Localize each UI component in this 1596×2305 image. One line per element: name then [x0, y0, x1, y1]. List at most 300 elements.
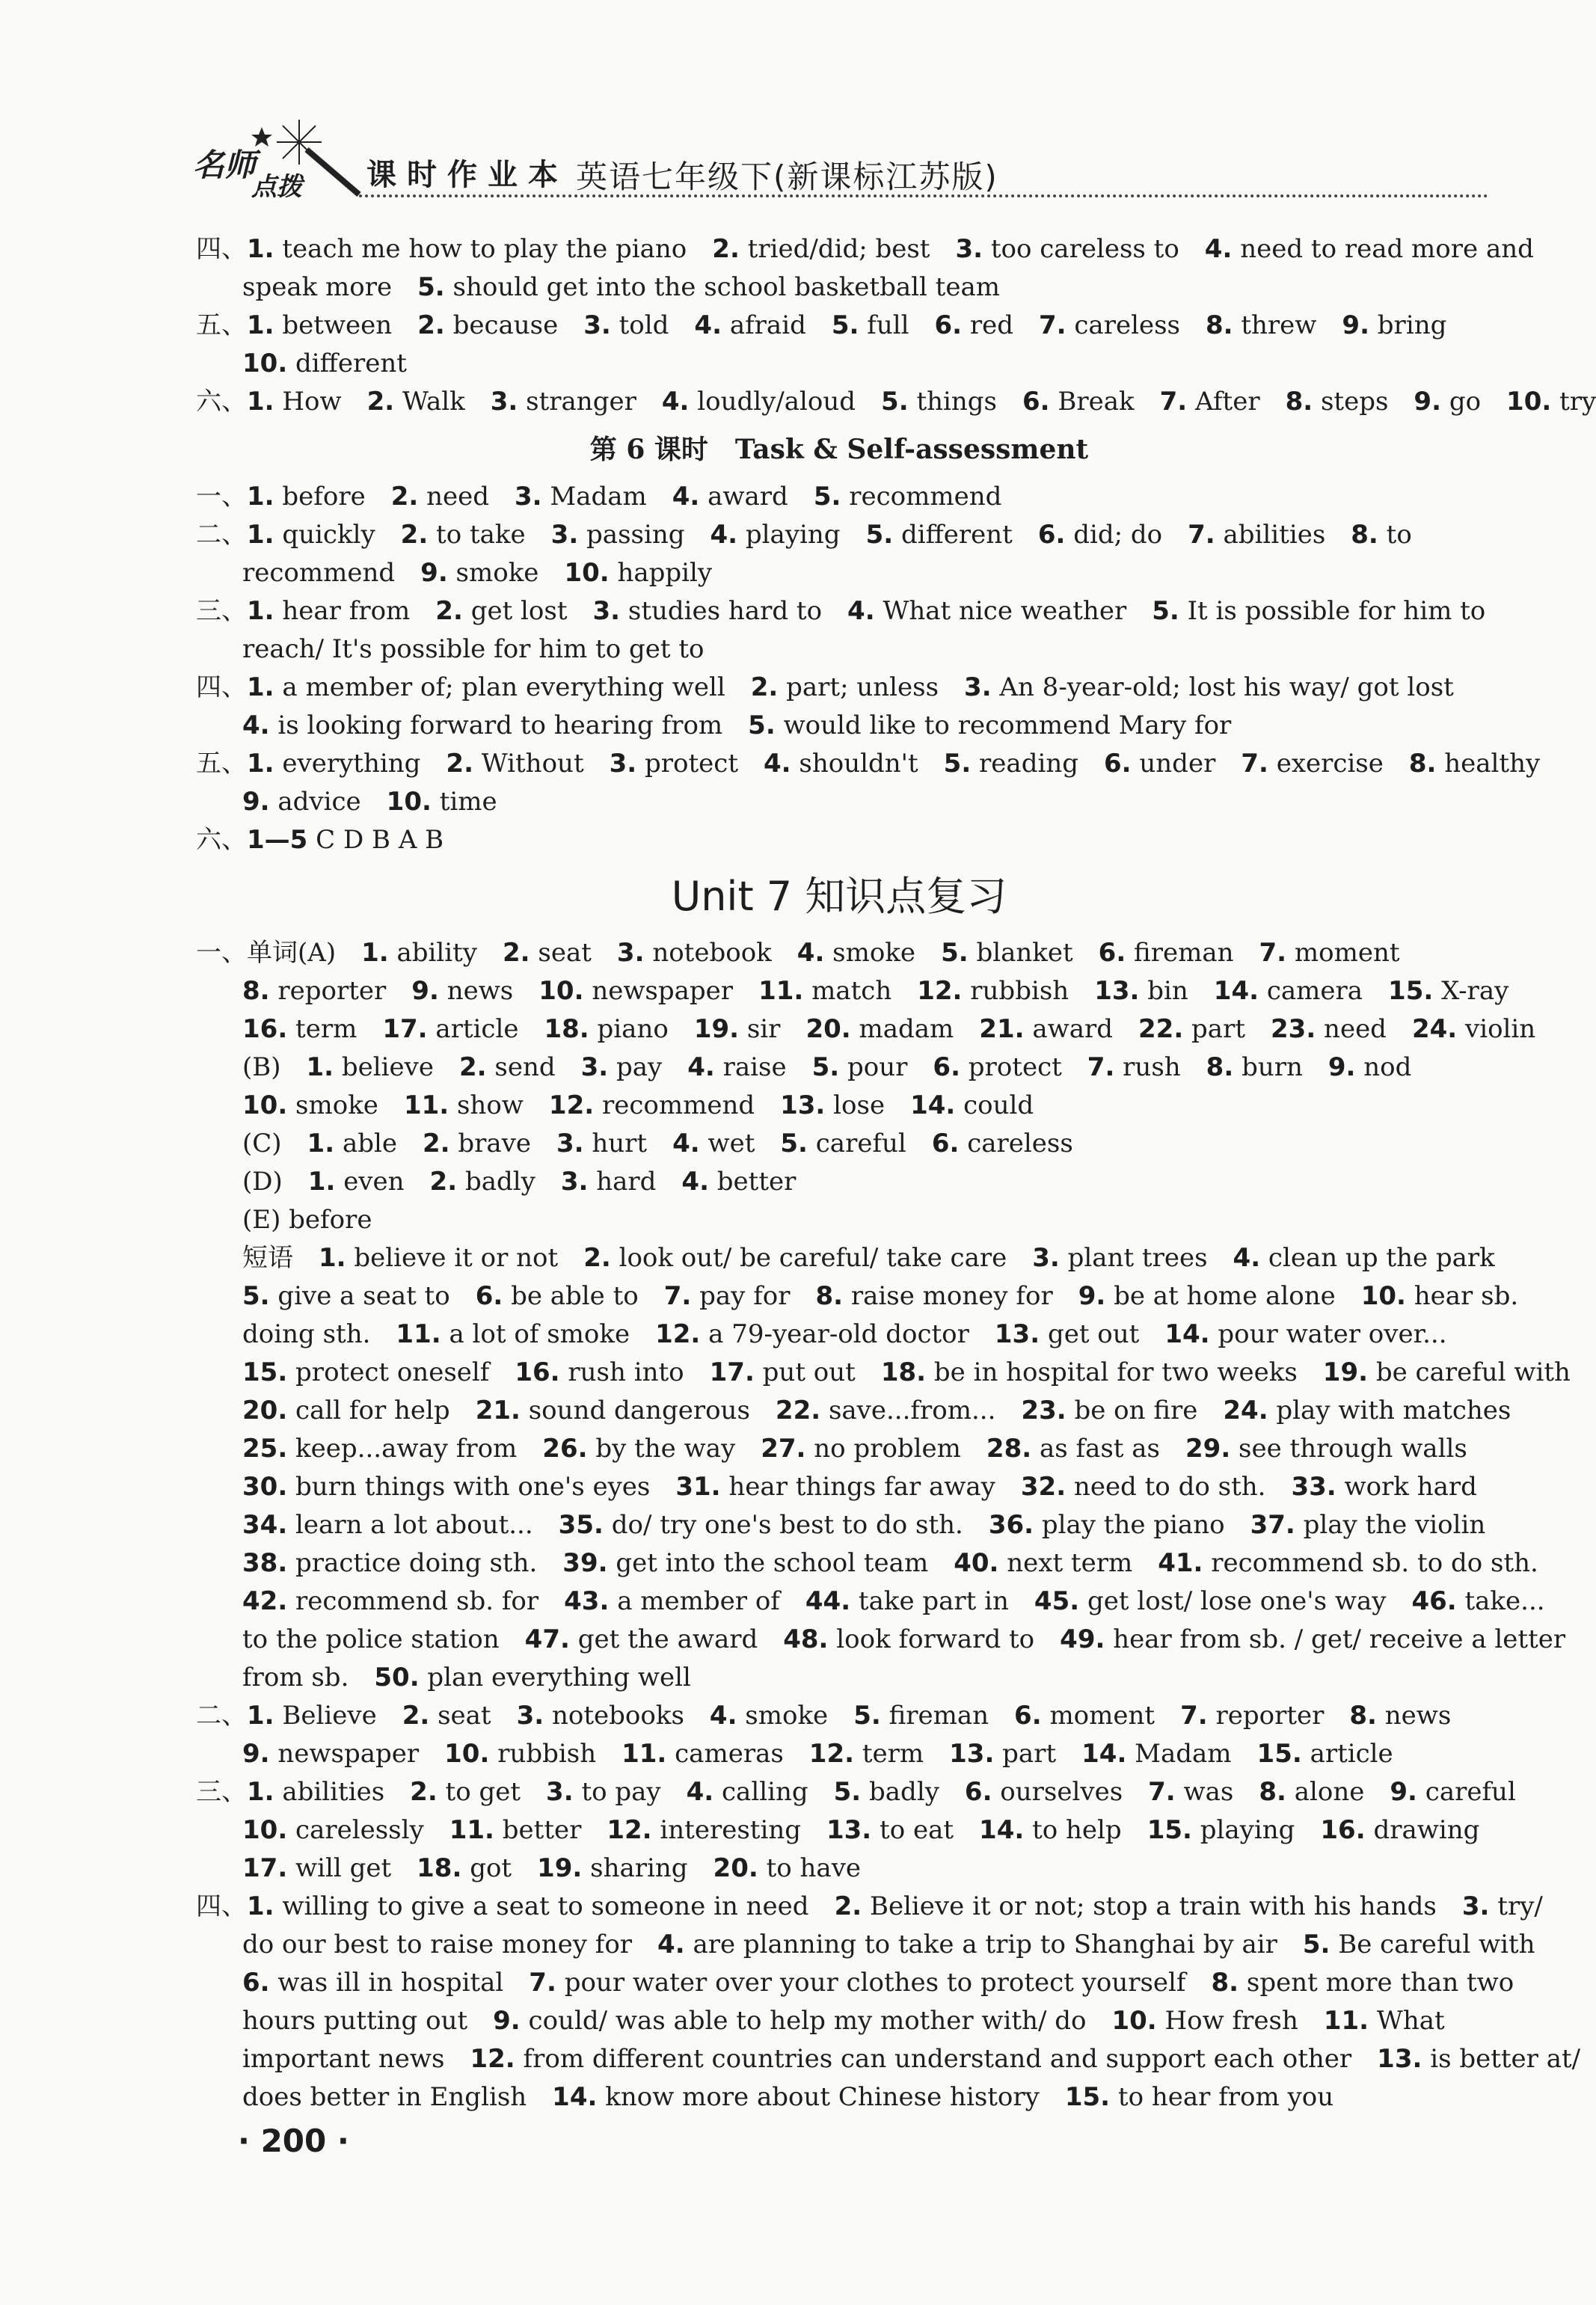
item-number: 9. — [242, 787, 270, 817]
answer-line — [196, 934, 1482, 972]
answer-text: plant trees — [1067, 1243, 1208, 1273]
answer-text: exercise — [1276, 749, 1384, 779]
answer-text: studies hard to — [627, 596, 823, 626]
answer-line — [196, 745, 1541, 783]
item-number: 16. — [1320, 1815, 1366, 1845]
answer-line — [196, 1888, 1543, 1926]
answer-line — [196, 1773, 1516, 1811]
item-number: 7. — [1159, 387, 1188, 417]
item-number: 1. — [247, 310, 274, 340]
answer-text: passing — [586, 520, 685, 550]
answer-text: How — [282, 387, 342, 417]
item-number: 15. — [242, 1357, 288, 1387]
item-number: 2. — [400, 520, 429, 550]
answer-text: could — [963, 1090, 1034, 1120]
lesson-heading: 第 6 课时 Task & Self-assessment — [589, 434, 1089, 465]
item-number: 13. — [1377, 2044, 1422, 2074]
answer-text: rubbish — [497, 1739, 597, 1769]
answer-text: wet — [708, 1129, 755, 1158]
item-number: 7. — [663, 1281, 692, 1311]
answer-text: Be careful with — [1338, 1930, 1535, 1959]
answer-text: recommend — [242, 558, 396, 588]
answer-text: call for help — [295, 1396, 450, 1425]
answer-text: newspaper — [277, 1739, 420, 1769]
answer-text: Walk — [402, 387, 465, 417]
answer-text: keep...away from — [295, 1434, 518, 1464]
answer-text: moment — [1049, 1701, 1155, 1731]
answer-text: be able to — [511, 1281, 639, 1311]
item-number: 2. — [583, 1243, 611, 1273]
answer-text: Break — [1058, 387, 1135, 417]
item-number: 5. — [831, 310, 859, 340]
item-number: 4. — [681, 1167, 709, 1197]
answer-line — [196, 2002, 1482, 2040]
answer-text: to hear from you — [1117, 2082, 1334, 2112]
item-number: 6. — [933, 1052, 960, 1082]
item-number: 9. — [1328, 1052, 1356, 1082]
answer-text: X-ray — [1441, 976, 1509, 1006]
answer-text: An 8-year-old; lost his way/ got lost — [999, 672, 1454, 702]
item-number: 15. — [1064, 2082, 1111, 2112]
item-number: 2. — [417, 310, 445, 340]
item-number: 14. — [1081, 1739, 1127, 1769]
item-number: 2. — [834, 1891, 862, 1921]
unit-heading: Unit 7 知识点复习 — [671, 873, 1007, 920]
answer-text: tried/did; best — [747, 234, 930, 264]
item-number: 8. — [1285, 387, 1313, 417]
answer-text: newspaper — [592, 976, 734, 1006]
item-number: 6. — [964, 1777, 992, 1807]
answer-text: better — [716, 1167, 797, 1197]
answer-line — [196, 554, 1482, 592]
answer-text: a lot of smoke — [449, 1319, 630, 1349]
item-number: 32. — [1020, 1472, 1066, 1502]
answer-text: need — [1324, 1014, 1387, 1044]
item-number: 20. — [242, 1396, 288, 1425]
item-number: 26. — [542, 1434, 588, 1464]
item-number: 35. — [558, 1510, 604, 1540]
answer-text: part; unless — [786, 672, 939, 702]
item-number: 3. — [583, 310, 611, 340]
answer-line — [196, 1125, 1482, 1163]
answer-text: pour water over your clothes to protect yourself — [564, 1968, 1186, 1998]
answer-line — [196, 707, 1482, 745]
item-number: 21. — [475, 1396, 521, 1425]
item-number: 12. — [470, 2044, 515, 2074]
answer-line — [196, 268, 1482, 307]
item-number: 3. — [616, 938, 645, 968]
item-number: 9. — [1078, 1281, 1106, 1311]
answer-text: under — [1139, 749, 1216, 779]
section-marker: 三、 — [196, 596, 247, 626]
answer-text: hard — [596, 1167, 657, 1197]
answer-line — [196, 2040, 1581, 2078]
item-number: 20. — [713, 1853, 758, 1883]
answer-text: careful — [815, 1129, 906, 1158]
item-number: 13. — [994, 1319, 1040, 1349]
item-number: 4. — [797, 938, 825, 968]
item-number: 1. — [361, 938, 389, 968]
answer-text: hear things far away — [728, 1472, 995, 1502]
item-number: 23. — [1271, 1014, 1316, 1044]
answer-text: play the piano — [1041, 1510, 1225, 1540]
answer-content — [196, 230, 1596, 2117]
answer-text: to eat — [880, 1815, 954, 1845]
section-marker: 五、 — [196, 749, 247, 779]
item-number: 27. — [761, 1434, 806, 1464]
answer-text: pay — [616, 1052, 663, 1082]
answer-text: to take — [436, 520, 526, 550]
answer-text: raise — [722, 1052, 787, 1082]
answer-line — [196, 1735, 1482, 1773]
answer-line — [196, 1583, 1545, 1621]
answer-text: put out — [762, 1357, 856, 1387]
answer-text: give a seat to — [277, 1281, 450, 1311]
answer-line — [196, 1926, 1535, 1964]
item-number: 5. — [943, 749, 972, 779]
answer-text: to get — [445, 1777, 521, 1807]
answer-text: get into the school team — [616, 1548, 929, 1578]
answer-text: fireman — [888, 1701, 989, 1731]
item-number: 14. — [552, 2082, 598, 2112]
answer-text: (C) — [242, 1129, 282, 1158]
item-number: 2. — [712, 234, 740, 264]
answer-text: red — [969, 310, 1013, 340]
item-number: 3. — [546, 1777, 574, 1807]
item-number: 12. — [917, 976, 963, 1006]
item-number: 48. — [783, 1624, 829, 1654]
item-number: 3. — [516, 1701, 544, 1731]
item-number: 8. — [1351, 520, 1378, 550]
answer-text: match — [811, 976, 892, 1006]
answer-line — [196, 1392, 1511, 1430]
answer-text: got — [470, 1853, 512, 1883]
item-number: 12. — [548, 1090, 595, 1120]
item-number: 1. — [319, 1243, 346, 1273]
item-number: 45. — [1034, 1586, 1080, 1616]
answer-line — [196, 1354, 1571, 1392]
answer-text: (B) — [242, 1052, 281, 1082]
answer-line — [196, 821, 1482, 859]
item-number: 25. — [242, 1434, 288, 1464]
item-number: 3. — [955, 234, 983, 264]
item-number: 47. — [524, 1624, 570, 1654]
answer-text: get out — [1047, 1319, 1140, 1349]
answer-text: protect — [645, 749, 738, 779]
item-number: 46. — [1411, 1586, 1457, 1616]
item-number: 15. — [1147, 1815, 1192, 1845]
item-number: 4. — [710, 520, 738, 550]
item-number: 49. — [1060, 1624, 1105, 1654]
item-number: 6. — [934, 310, 963, 340]
answer-text: next term — [1007, 1548, 1133, 1578]
item-number: 11. — [758, 976, 804, 1006]
answer-text: Believe — [282, 1701, 377, 1731]
answer-text: does better in English — [242, 2082, 527, 2112]
item-number: 11. — [621, 1739, 667, 1769]
answer-line — [196, 1239, 1495, 1277]
answer-text: be on fire — [1074, 1396, 1198, 1425]
answer-text: calling — [722, 1777, 808, 1807]
item-number: 5. — [242, 1281, 270, 1311]
item-number: 4. — [1233, 1243, 1261, 1273]
page-header — [187, 120, 1488, 202]
answer-text: burn things with one's eyes — [295, 1472, 651, 1502]
section-marker: 四、 — [196, 672, 247, 702]
section-marker: 三、 — [196, 1777, 247, 1807]
item-number: 19. — [693, 1014, 740, 1044]
answer-text: was — [1183, 1777, 1234, 1807]
item-number: 8. — [1205, 310, 1233, 340]
series-logo — [187, 120, 374, 202]
item-number: 9. — [1390, 1777, 1417, 1807]
answer-line — [196, 307, 1482, 345]
item-number: 2. — [750, 672, 779, 702]
item-number: 6. — [931, 1129, 960, 1158]
item-number: 2. — [390, 482, 419, 512]
item-number: 1. — [306, 1052, 334, 1082]
answer-text: could/ was able to help my mother with/ do — [528, 2006, 1087, 2036]
item-number: 5. — [813, 482, 841, 512]
item-number: 3. — [515, 482, 542, 512]
item-number: 7. — [1148, 1777, 1176, 1807]
answer-text: threw — [1241, 310, 1317, 340]
answer-text: careless — [1074, 310, 1180, 340]
item-number: 8. — [1259, 1777, 1286, 1807]
answer-text: madam — [859, 1014, 954, 1044]
answer-text: do our best to raise money for — [242, 1930, 633, 1959]
item-number: 1. — [307, 1129, 335, 1158]
item-number: 3. — [560, 1167, 589, 1197]
answer-line — [196, 592, 1486, 630]
answer-text: notebooks — [552, 1701, 684, 1731]
section-marker: 五、 — [196, 310, 247, 340]
item-number: 12. — [808, 1739, 855, 1769]
answer-text: protect — [968, 1052, 1062, 1082]
item-number: 5. — [417, 272, 445, 302]
answer-text: willing to give a seat to someone in need — [282, 1891, 809, 1921]
answer-text: go — [1449, 387, 1482, 417]
answer-text: reporter — [277, 976, 387, 1006]
answer-text: healthy — [1444, 749, 1541, 779]
item-number: 2. — [402, 1701, 430, 1731]
answer-text: hear from — [282, 596, 411, 626]
section-marker: 六、 — [196, 387, 247, 417]
item-number: 39. — [562, 1548, 608, 1578]
item-number: 20. — [805, 1014, 851, 1044]
answer-text: need to read more and — [1240, 234, 1534, 264]
item-number: 33. — [1291, 1472, 1336, 1502]
answer-text: cameras — [675, 1739, 784, 1769]
item-number: 2. — [435, 596, 463, 626]
item-number: 11. — [403, 1090, 449, 1120]
answer-text: Madam — [550, 482, 647, 512]
answer-text: get lost/ lose one's way — [1087, 1586, 1387, 1616]
item-number: 8. — [242, 976, 270, 1006]
answer-text: Believe it or not; stop a train with his hands — [869, 1891, 1437, 1921]
answer-text: loudly/aloud — [697, 387, 856, 417]
answer-text: learn a lot about... — [295, 1510, 533, 1540]
item-number: 6. — [475, 1281, 503, 1311]
item-number: 5. — [811, 1052, 840, 1082]
item-number: 4. — [672, 1129, 700, 1158]
answer-text: to the police station — [242, 1624, 500, 1654]
item-number: 22. — [775, 1396, 821, 1425]
answer-text: recommend sb. to do sth. — [1211, 1548, 1538, 1578]
section-marker: 六、 — [196, 825, 247, 855]
answer-text: spent more than two — [1246, 1968, 1514, 1998]
item-number: 1. — [247, 1777, 274, 1807]
item-number: 1. — [247, 1701, 274, 1731]
answer-line — [196, 1850, 1482, 1888]
answer-line — [196, 1316, 1482, 1354]
answer-line — [196, 478, 1482, 516]
header-divider — [359, 194, 1488, 197]
answer-text: sir — [746, 1014, 781, 1044]
item-number: 10. — [444, 1739, 490, 1769]
item-number: 2. — [446, 749, 473, 779]
answer-text: hurt — [592, 1129, 648, 1158]
item-number: 10. — [1360, 1281, 1406, 1311]
item-number: 9. — [242, 1739, 270, 1769]
item-number: 16. — [242, 1014, 288, 1044]
answer-text: quickly — [282, 520, 375, 550]
item-number: 6. — [1037, 520, 1066, 550]
answer-text: to — [1386, 520, 1412, 550]
answer-text: bin — [1147, 976, 1188, 1006]
item-number: 12. — [607, 1815, 652, 1845]
answer-text: smoke — [745, 1701, 829, 1731]
answer-text: teach me how to play the piano — [282, 234, 687, 264]
item-number: 13. — [949, 1739, 995, 1769]
answer-text: steps — [1320, 387, 1389, 417]
item-number: 28. — [986, 1434, 1032, 1464]
answer-text: send — [494, 1052, 556, 1082]
item-number: 6. — [1098, 938, 1126, 968]
item-number: 34. — [242, 1510, 288, 1540]
answer-text: smoke — [832, 938, 916, 968]
answer-text: clean up the park — [1268, 1243, 1495, 1273]
answer-text: abilities — [282, 1777, 385, 1807]
answer-line — [196, 1697, 1482, 1735]
item-number: 9. — [411, 976, 439, 1006]
answer-text: Without — [481, 749, 584, 779]
answer-text: How fresh — [1164, 2006, 1298, 2036]
answer-text: show — [456, 1090, 524, 1120]
answer-text: told — [619, 310, 669, 340]
answer-text: playing — [745, 520, 841, 550]
answer-text: should get into the school basketball team — [452, 272, 1000, 302]
item-number: 5. — [748, 710, 776, 740]
answer-text: sound dangerous — [528, 1396, 750, 1425]
answer-text: as fast as — [1039, 1434, 1160, 1464]
answer-text: raise money for — [850, 1281, 1053, 1311]
item-number: 2. — [459, 1052, 487, 1082]
answer-text: article — [435, 1014, 519, 1044]
answer-text: take part in — [858, 1586, 1009, 1616]
answer-text: doing sth. — [242, 1319, 371, 1349]
item-number: 40. — [954, 1548, 999, 1578]
item-number: 4. — [1204, 234, 1233, 264]
answer-text: news — [446, 976, 514, 1006]
answer-text: do/ try one's best to do sth. — [611, 1510, 963, 1540]
item-number: 30. — [242, 1472, 288, 1502]
answer-text: careless — [967, 1129, 1073, 1158]
item-number: 5. — [941, 938, 969, 968]
answer-text: important news — [242, 2044, 445, 2074]
answer-line — [196, 345, 1482, 383]
answer-text: was ill in hospital — [277, 1968, 504, 1998]
item-number: 4. — [687, 1052, 715, 1082]
item-number: 29. — [1185, 1434, 1231, 1464]
item-number: 18. — [544, 1014, 589, 1044]
item-number: 9. — [493, 2006, 521, 2036]
answer-text: rubbish — [970, 976, 1069, 1006]
answer-text: blanket — [976, 938, 1073, 968]
item-number: 2. — [429, 1167, 458, 1197]
item-number: 14. — [1213, 976, 1259, 1006]
item-number: 12. — [655, 1319, 701, 1349]
item-number: 7. — [1087, 1052, 1115, 1082]
item-number: 44. — [805, 1586, 851, 1616]
answer-text: badly — [869, 1777, 939, 1807]
item-number: 3. — [964, 672, 992, 702]
answer-text: What — [1376, 2006, 1445, 2036]
answer-text: a member of; plan everything well — [282, 672, 725, 702]
item-number: 18. — [417, 1853, 462, 1883]
item-number: 3. — [1032, 1243, 1060, 1273]
answer-line — [196, 383, 1596, 421]
item-number: 24. — [1411, 1014, 1458, 1044]
item-number: 4. — [694, 310, 722, 340]
answer-text: need — [426, 482, 490, 512]
section-marker: 二、 — [196, 520, 247, 550]
answer-text: reading — [979, 749, 1078, 779]
answer-text: reach/ It's possible for him to get to — [242, 634, 705, 664]
answer-text: careful — [1425, 1777, 1516, 1807]
item-number: 1. — [247, 596, 274, 626]
item-number: 6. — [1014, 1701, 1042, 1731]
answer-text: camera — [1266, 976, 1363, 1006]
item-number: 2. — [366, 387, 395, 417]
logo-text-bottom: 点拨 — [251, 172, 302, 202]
item-number: 31. — [675, 1472, 721, 1502]
answer-text: full — [867, 310, 909, 340]
answer-text: be at home alone — [1114, 1281, 1336, 1311]
item-number: 11. — [1323, 2006, 1369, 2036]
answer-text: even — [343, 1167, 405, 1197]
answer-text: brave — [458, 1129, 531, 1158]
item-number: 10. — [242, 1815, 288, 1845]
answer-text: get lost — [470, 596, 568, 626]
answer-text: term — [295, 1014, 357, 1044]
answer-text: by the way — [595, 1434, 736, 1464]
section-marker: 一、 — [196, 482, 247, 512]
item-number: 16. — [515, 1357, 560, 1387]
item-number: 2. — [410, 1777, 438, 1807]
answer-text: carelessly — [295, 1815, 424, 1845]
answer-line — [196, 1621, 1566, 1659]
item-number: 10. — [386, 787, 432, 817]
item-number: 7. — [1039, 310, 1066, 340]
answer-text: recommend sb. for — [295, 1586, 539, 1616]
answer-text: from different countries can understand and support each other — [523, 2044, 1352, 2074]
item-number: 4. — [709, 1701, 737, 1731]
answer-text: part — [1002, 1739, 1057, 1769]
answer-text: no problem — [814, 1434, 961, 1464]
answer-text: lose — [833, 1090, 886, 1120]
answer-line — [196, 1964, 1514, 2002]
